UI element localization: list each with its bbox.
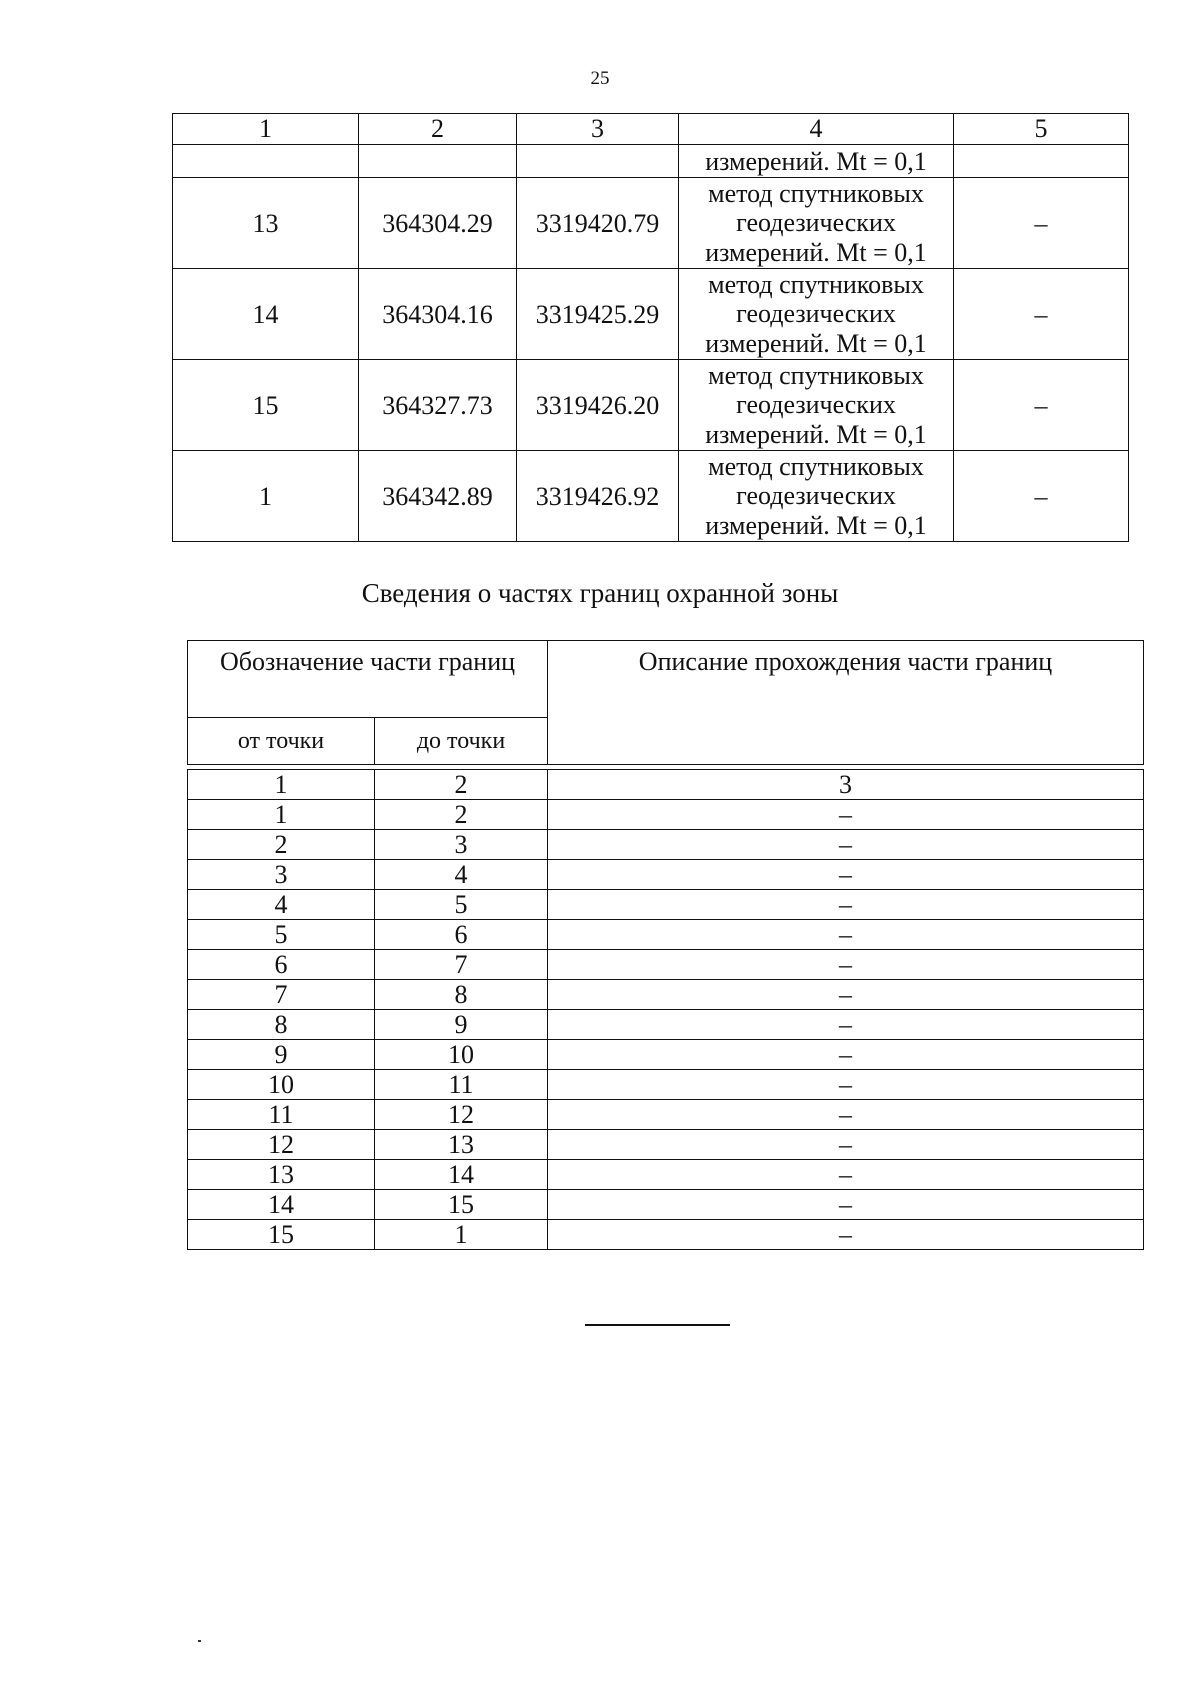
parts-header-row: [188, 641, 1144, 718]
table-row: [188, 950, 1144, 980]
from-point-cell: 11: [188, 1100, 375, 1130]
point-number: 14: [173, 269, 359, 360]
to-point-cell: 10: [375, 1040, 548, 1070]
description-cell: –: [548, 920, 1144, 950]
method-line: геодезических: [736, 390, 896, 420]
from-point-cell: 15: [188, 1220, 375, 1250]
column-number: 3: [548, 770, 1144, 800]
to-point-cell: 14: [375, 1160, 548, 1190]
from-point-cell: 6: [188, 950, 375, 980]
from-point-cell: 13: [188, 1160, 375, 1190]
method-line: метод спутниковых: [708, 269, 924, 299]
table-row: [188, 890, 1144, 920]
method-cell: [679, 269, 954, 360]
to-point-cell: 12: [375, 1100, 548, 1130]
coord-cell: [173, 145, 359, 178]
coord-cell: [954, 145, 1129, 178]
description-cell: –: [548, 1160, 1144, 1190]
column-number: 1: [188, 770, 375, 800]
note-cell: –: [954, 178, 1129, 269]
to-point-cell: 3: [375, 830, 548, 860]
method-line: геодезических: [736, 299, 896, 329]
coord-header-row: [173, 114, 1129, 145]
description-cell: –: [548, 1040, 1144, 1070]
coord-x: 364342.89: [359, 451, 517, 542]
to-point-cell: 6: [375, 920, 548, 950]
method-line: измерений. Mt = 0,1: [705, 237, 927, 267]
coord-header-cell: 1: [173, 114, 359, 145]
description-cell: –: [548, 1130, 1144, 1160]
column-numbers-row: [188, 770, 1144, 800]
end-rule: [585, 1324, 730, 1326]
coord-cell: измерений. Mt = 0,1: [679, 145, 954, 178]
note-cell: –: [954, 269, 1129, 360]
to-point-cell: 5: [375, 890, 548, 920]
coord-cell: [359, 145, 517, 178]
description-cell: –: [548, 1220, 1144, 1250]
table-row: [173, 178, 1129, 269]
page-number: 25: [590, 68, 610, 89]
from-point-cell: 4: [188, 890, 375, 920]
note-cell: –: [954, 451, 1129, 542]
table-row: [173, 451, 1129, 542]
method-cell: [679, 178, 954, 269]
table-row: [188, 1190, 1144, 1220]
coord-y: 3319426.92: [517, 451, 679, 542]
table-row: [173, 360, 1129, 451]
table-row: [188, 980, 1144, 1010]
from-point-cell: 10: [188, 1070, 375, 1100]
boundary-parts-table: [187, 640, 1144, 1250]
description-cell: –: [548, 1010, 1144, 1040]
from-point-cell: 3: [188, 860, 375, 890]
from-point-cell: 14: [188, 1190, 375, 1220]
table-row: [188, 1220, 1144, 1250]
to-point-cell: 9: [375, 1010, 548, 1040]
coord-y: 3319425.29: [517, 269, 679, 360]
method-line: измерений. Mt = 0,1: [705, 510, 927, 540]
coord-x: 364304.29: [359, 178, 517, 269]
point-number: 1: [173, 451, 359, 542]
description-cell: –: [548, 1070, 1144, 1100]
table-row: [173, 269, 1129, 360]
from-point-cell: 9: [188, 1040, 375, 1070]
from-point-cell: 5: [188, 920, 375, 950]
to-point-cell: 8: [375, 980, 548, 1010]
description-cell: –: [548, 800, 1144, 830]
description-cell: –: [548, 950, 1144, 980]
coord-cell: [517, 145, 679, 178]
description-cell: –: [548, 980, 1144, 1010]
designation-header: Обозначение части границ: [188, 641, 548, 718]
description-cell: –: [548, 1100, 1144, 1130]
coordinates-table: [172, 113, 1129, 542]
note-cell: –: [954, 360, 1129, 451]
description-cell: –: [548, 860, 1144, 890]
point-number: 13: [173, 178, 359, 269]
coord-x: 364327.73: [359, 360, 517, 451]
method-cell: [679, 451, 954, 542]
point-number: 15: [173, 360, 359, 451]
table-row: [188, 830, 1144, 860]
column-number: 2: [375, 770, 548, 800]
coord-y: 3319420.79: [517, 178, 679, 269]
to-point-cell: 15: [375, 1190, 548, 1220]
description-cell: –: [548, 830, 1144, 860]
table-row: [188, 860, 1144, 890]
method-line: геодезических: [736, 208, 896, 238]
method-line: измерений. Mt = 0,1: [705, 419, 927, 449]
table-row: [188, 1130, 1144, 1160]
to-point-header: до точки: [375, 718, 548, 765]
method-line: измерений. Mt = 0,1: [705, 328, 927, 358]
from-point-cell: 8: [188, 1010, 375, 1040]
to-point-cell: 4: [375, 860, 548, 890]
coord-header-cell: 4: [679, 114, 954, 145]
scan-speck: [198, 1640, 201, 1642]
coord-header-cell: 5: [954, 114, 1129, 145]
from-point-cell: 7: [188, 980, 375, 1010]
coord-y: 3319426.20: [517, 360, 679, 451]
coord-continuation-row: [173, 145, 1129, 178]
parts-body: [188, 800, 1144, 1250]
coord-header-cell: 3: [517, 114, 679, 145]
table-row: [188, 1160, 1144, 1190]
coord-x: 364304.16: [359, 269, 517, 360]
method-line: метод спутниковых: [708, 360, 924, 390]
to-point-cell: 7: [375, 950, 548, 980]
description-header: Описание прохождения части границ: [548, 641, 1144, 765]
from-point-cell: 12: [188, 1130, 375, 1160]
to-point-cell: 1: [375, 1220, 548, 1250]
method-line: метод спутниковых: [708, 178, 924, 208]
to-point-cell: 13: [375, 1130, 548, 1160]
table-row: [188, 1040, 1144, 1070]
table-row: [188, 1100, 1144, 1130]
to-point-cell: 11: [375, 1070, 548, 1100]
from-point-cell: 1: [188, 800, 375, 830]
from-point-header: от точки: [188, 718, 375, 765]
description-cell: –: [548, 890, 1144, 920]
to-point-cell: 2: [375, 800, 548, 830]
table-row: [188, 920, 1144, 950]
section-title: Сведения о частях границ охранной зоны: [361, 578, 839, 608]
method-cell: [679, 360, 954, 451]
description-cell: –: [548, 1190, 1144, 1220]
method-line: геодезических: [736, 481, 896, 511]
table-row: [188, 800, 1144, 830]
coord-header-cell: 2: [359, 114, 517, 145]
from-point-cell: 2: [188, 830, 375, 860]
method-line: метод спутниковых: [708, 451, 924, 481]
table-row: [188, 1070, 1144, 1100]
table-row: [188, 1010, 1144, 1040]
